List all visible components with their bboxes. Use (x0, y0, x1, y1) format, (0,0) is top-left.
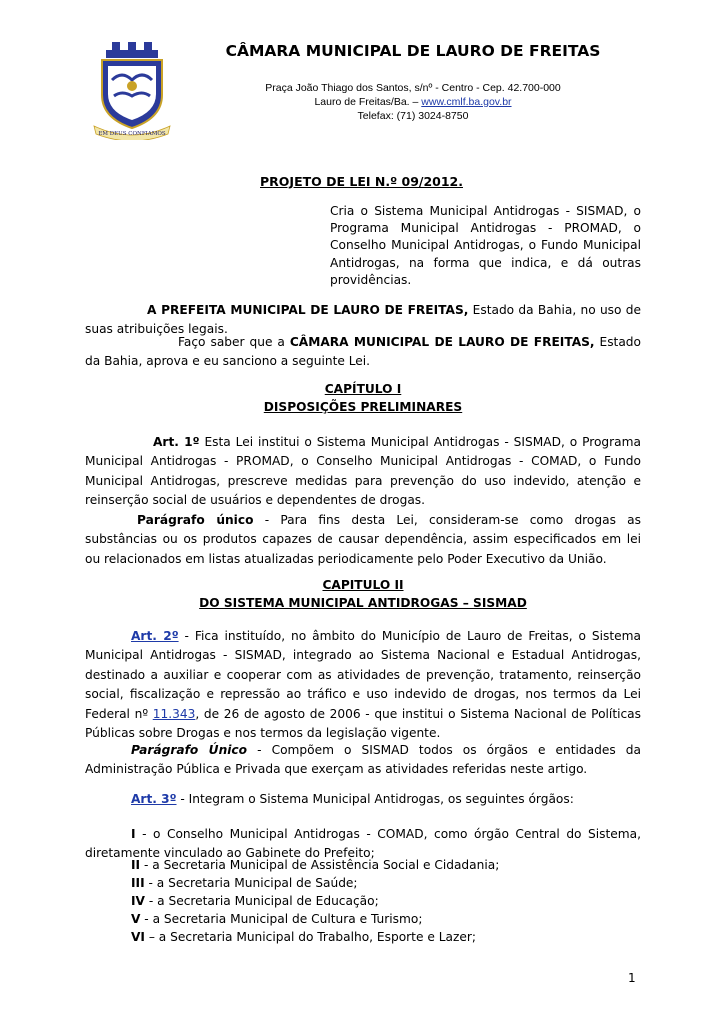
article-3-text: - Integram o Sistema Municipal Antidrogas, os seguintes órgãos: (176, 792, 574, 806)
preamble-2-text: Estado da Bahia, aprova e eu sanciono a seguinte Lei. (85, 335, 641, 369)
article-2-label-link[interactable]: Art. 2º (131, 629, 179, 643)
header-city: Lauro de Freitas/Ba. – (314, 96, 422, 108)
item-text: - a Secretaria Municipal de Saúde; (144, 876, 358, 890)
list-item (131, 876, 358, 890)
crest-motto: EM DEUS CONFIAMOS (98, 131, 166, 137)
list-item (131, 930, 476, 944)
paragraph-2-label: Parágrafo Único (131, 743, 248, 757)
header-address: Praça João Thiago dos Santos, s/nº - Centro - Cep. 42.700-000 (265, 82, 561, 94)
header-city-line (0, 96, 728, 108)
item-text: - a Secretaria Municipal de Cultura e Turismo; (140, 912, 423, 926)
article-2-text-b: , de 26 de agosto de 2006 - que institui o Sistema Nacional de Políticas Públicas sobre Drogas e nos termos da legislação vigente. (85, 706, 641, 741)
item-text: - a Secretaria Municipal de Educação; (144, 894, 379, 908)
paragraph-unico-2 (85, 741, 641, 780)
item-roman-numeral: I (131, 827, 136, 841)
mayor-title: A PREFEITA MUNICIPAL DE LAURO DE FREITAS, (147, 303, 469, 317)
paragraph-unico-1 (85, 511, 641, 569)
item-roman-numeral: III (131, 876, 145, 890)
item-text: – a Secretaria Municipal do Trabalho, Esporte e Lazer; (144, 930, 476, 944)
list-item (131, 858, 499, 872)
chapter-2-label: CAPITULO II (322, 578, 404, 592)
law-11343-link[interactable]: 11.343 (152, 706, 196, 721)
council-bold: CÂMARA MUNICIPAL DE LAURO DE FREITAS, (289, 335, 595, 349)
article-3 (85, 790, 641, 809)
article-1-label: Art. 1º (153, 435, 200, 449)
page-number: 1 (628, 971, 636, 985)
item-roman-numeral: II (131, 858, 141, 872)
council-name: CÂMARA MUNICIPAL DE LAURO DE FREITAS (225, 42, 601, 60)
article-2-text-a: - Fica instituído, no âmbito do Município de Lauro de Freitas, o Sistema Municipal Antidrogas - SISMAD, integrado ao Sistema Nacional e Estadual Antidrogas, destinado a auxiliar e cooperar com as atividades de prevenção, tratamento, reinserção social, fiscalização e repressão ao tráfico e uso indevido de drogas, nos termos da Lei Federal nº (85, 629, 641, 721)
item-roman-numeral: IV (131, 894, 145, 908)
paragraph-2-text: - Compõem o SISMAD todos os órgãos e entidades da Administração Pública e Privada que exerçam as atividades referidas neste artigo. (85, 743, 641, 777)
bill-number: PROJETO DE LEI N.º 09/2012. (260, 174, 463, 189)
preamble-2-start: Faço saber que a (178, 335, 290, 349)
chapter-1-label: CAPÍTULO I (324, 382, 402, 396)
paragraph-1-label: Parágrafo único (137, 513, 254, 527)
header-phone: Telefax: (71) 3024-8750 (357, 110, 469, 122)
list-item (131, 912, 422, 926)
chapter-1-title: DISPOSIÇÕES PRELIMINARES (263, 400, 463, 414)
item-text: - o Conselho Municipal Antidrogas - COMAD, como órgão Central do Sistema, diretamente vinculado ao Gabinete do Prefeito; (85, 827, 641, 861)
preamble-paragraph-2 (85, 333, 641, 372)
article-2 (85, 627, 641, 743)
item-roman-numeral: V (131, 912, 141, 926)
bill-summary: Cria o Sistema Municipal Antidrogas - SISMAD, o Programa Municipal Antidrogas - PROMAD, o Conselho Municipal Antidrogas, o Fundo Municipal Antidrogas, na forma que indica, e dá outras providências. (330, 204, 641, 287)
article-1 (85, 433, 641, 511)
paragraph-1-text: - Para fins desta Lei, consideram-se como drogas as substâncias ou os produtos capazes de causar dependência, assim especificados em lei ou relacionados em listas atualizadas periodicamente pelo Poder Executivo da União. (85, 513, 641, 566)
chapter-2-title: DO SISTEMA MUNICIPAL ANTIDROGAS – SISMAD (199, 596, 527, 610)
preamble-1-text: Estado da Bahia, no uso de suas atribuições legais. (85, 303, 641, 337)
article-3-label-link[interactable]: Art. 3º (131, 792, 177, 806)
item-text: - a Secretaria Municipal de Assistência Social e Cidadania; (140, 858, 500, 872)
website-link[interactable]: www.cmlf.ba.gov.br (421, 96, 512, 108)
item-roman-numeral: VI (131, 930, 145, 944)
article-1-text: Esta Lei institui o Sistema Municipal Antidrogas - SISMAD, o Programa Municipal Antidrogas - PROMAD, o Conselho Municipal Antidrogas - COMAD, o Fundo Municipal Antidrogas, prescreve medidas para prevenção do uso indevido, atenção e reinserção social de usuários e dependentes de drogas. (85, 435, 641, 508)
list-item (131, 894, 379, 908)
